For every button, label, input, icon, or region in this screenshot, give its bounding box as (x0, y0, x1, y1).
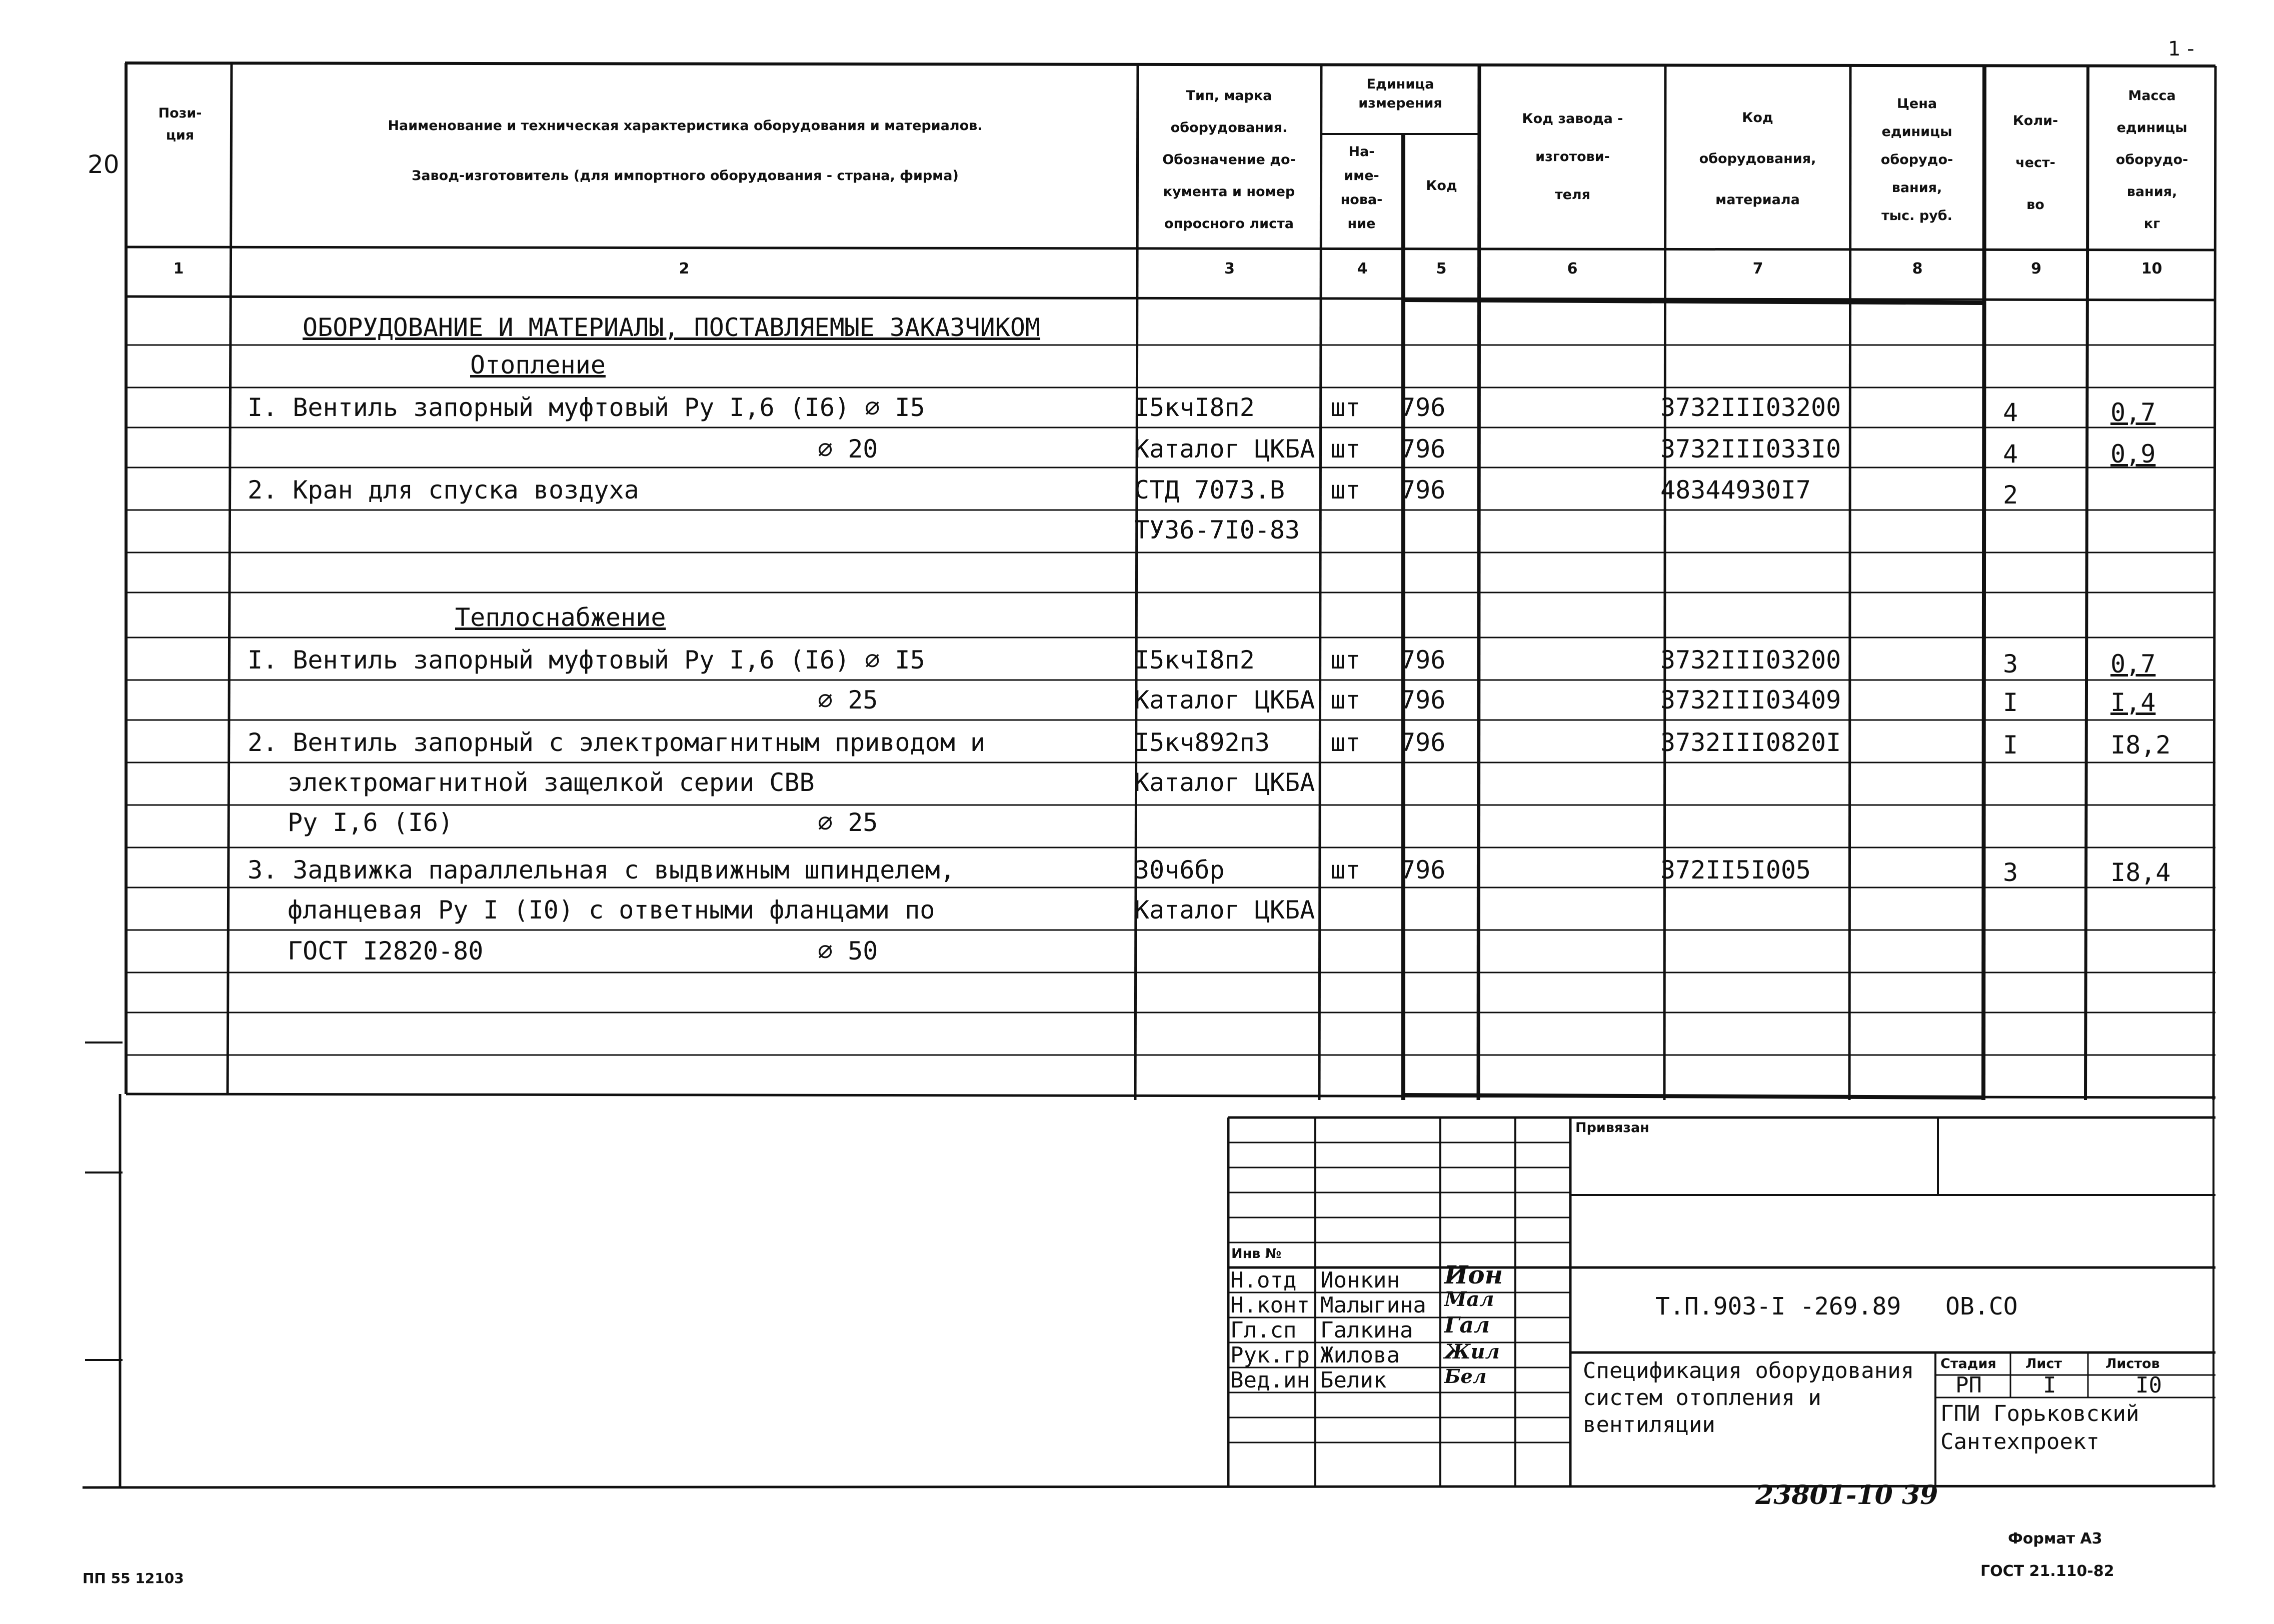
table-row-qty: 4 (2003, 398, 2018, 427)
table-row-mass: 0,7 (2110, 398, 2156, 427)
staff-role: Гл.сп (1230, 1318, 1297, 1343)
staff-role: Рук.гр (1230, 1342, 1310, 1368)
format-label: Формат А3 (2008, 1530, 2102, 1548)
table-row-mass: 0,7 (2110, 650, 2156, 678)
staff-name: Малыгина (1320, 1292, 1426, 1318)
table-row-ucode: 796 (1400, 646, 1446, 674)
staff-signature: Мал (1444, 1288, 1494, 1311)
table-row-name: ⌀ 25 (818, 686, 878, 714)
gost-label: ГОСТ 21.110-82 (1980, 1562, 2114, 1580)
table-row-name: 2. Кран для спуска воздуха (248, 476, 639, 504)
col-number-9: 9 (2031, 260, 2041, 278)
table-row-unit: шт (1330, 856, 1361, 884)
header-unit: Единица измерения (1358, 76, 1442, 111)
header-price: Цена единицы оборудо- вания, тыс. руб. (1880, 96, 1953, 224)
table-row-type: Каталог ЦКБА (1134, 434, 1315, 464)
table-row-name-right: ⌀ 25 (818, 808, 878, 837)
staff-signature: Бел (1444, 1365, 1487, 1388)
table-row-name: 2. Вентиль запорный с электромагнитным приводом и (248, 728, 986, 757)
col-number-8: 8 (1912, 260, 1923, 278)
table-row-type: 30ч6бр (1134, 856, 1225, 884)
table-row-type: ТУ36-7I0-83 (1134, 516, 1300, 544)
privyazan-label: Привязан (1575, 1120, 1649, 1136)
document-mark: ОВ.СО (1945, 1292, 2018, 1320)
header-position: Пози- ция (158, 106, 202, 143)
header-equipment-code: Код оборудования, материала (1699, 110, 1816, 208)
stage-value: РП (1955, 1372, 1982, 1398)
staff-role: Вед.ин (1230, 1368, 1310, 1393)
table-row-ucode: 796 (1400, 728, 1446, 757)
table-row-type: СТД 7073.В (1134, 476, 1285, 504)
table-row-mass: 0,9 (2110, 440, 2156, 468)
document-description: Спецификация оборудования систем отопления и вентиляции (1583, 1358, 1914, 1438)
table-row-qty: I (2003, 730, 2018, 760)
sheet-value: I (2043, 1372, 2056, 1398)
header-type: Тип, марка оборудования. Обозначение до- кумента и номер опросного листа (1162, 88, 1296, 232)
staff-name: Ионкин (1320, 1268, 1400, 1293)
staff-name: Галкина (1320, 1318, 1413, 1343)
sheets-label: Листов (2105, 1356, 2160, 1372)
col-number-5: 5 (1436, 260, 1447, 278)
staff-name: Жилова (1320, 1342, 1400, 1368)
table-row-qty: 3 (2003, 650, 2018, 678)
table-row-type: I5кч892п3 (1134, 728, 1270, 757)
table-row-type: Каталог ЦКБА (1134, 768, 1315, 797)
header-name-line2: Завод-изготовитель (для импортного оборудования - страна, фирма) (412, 168, 959, 184)
col-number-4: 4 (1357, 260, 1368, 278)
table-row-unit: шт (1330, 728, 1361, 757)
top-right-mark: 1 - (2168, 38, 2194, 60)
table-row-type: Каталог ЦКБА (1134, 896, 1315, 924)
table-row-name: 3. Задвижка параллельная с выдвижным шпинделем, (248, 856, 955, 884)
table-row-unit: шт (1330, 434, 1361, 464)
table-row-name: I. Вентиль запорный муфтовый Ру I,6 (I6) ⌀ I5 (248, 646, 925, 674)
table-row-code: 48344930I7 (1660, 476, 1811, 504)
print-mark: ПП 55 12103 (83, 1570, 184, 1586)
header-name-line1: Наименование и техническая характеристика оборудования и материалов. (388, 118, 983, 134)
table-row-name-right: ⌀ 50 (818, 936, 878, 966)
table-row-code: 3732III03200 (1660, 646, 1841, 674)
table-row-name: Ру I,6 (I6) (288, 808, 454, 837)
table-row-qty: 3 (2003, 858, 2018, 887)
section-title: ОБОРУДОВАНИЕ И МАТЕРИАЛЫ, ПОСТАВЛЯЕМЫЕ ЗАКАЗЧИКОМ (303, 313, 1041, 342)
table-row-mass: I8,4 (2110, 858, 2171, 887)
col-number-10: 10 (2141, 260, 2162, 278)
table-row-unit: шт (1330, 686, 1361, 714)
table-row-ucode: 796 (1400, 856, 1446, 884)
subsection-heat-supply: Теплоснабжение (455, 603, 666, 632)
table-row-code: 3732III03409 (1660, 686, 1841, 714)
table-row-unit: шт (1330, 393, 1361, 422)
table-row-name: ⌀ 20 (818, 434, 878, 464)
staff-signature: Жил (1444, 1340, 1500, 1364)
subsection-heating: Отопление (470, 350, 606, 380)
sheets-value: I0 (2135, 1372, 2162, 1398)
table-row-unit: шт (1330, 476, 1361, 504)
table-row-code: 3732III0820I (1660, 728, 1841, 757)
archive-number: 23801-10 39 (1755, 1480, 1938, 1510)
header-unit-name: На- име- нова- ние (1340, 144, 1383, 232)
table-row-name: ГОСТ I2820-80 (288, 936, 484, 966)
table-row-ucode: 796 (1400, 393, 1446, 422)
col-number-3: 3 (1224, 260, 1235, 278)
table-row-qty: 4 (2003, 440, 2018, 468)
header-manufacturer-code: Код завода - изготови- теля (1522, 111, 1623, 202)
table-row-type: I5кчI8п2 (1134, 393, 1255, 422)
document-code: Т.П.903-I -269.89 (1655, 1292, 1901, 1320)
table-row-type: Каталог ЦКБА (1134, 686, 1315, 714)
staff-signature: Ион (1444, 1260, 1503, 1290)
table-row-name: электромагнитной защелкой серии СВВ (288, 768, 815, 797)
table-row-name: фланцевая Ру I (I0) с ответными фланцами по (288, 896, 935, 924)
header-mass: Масса единицы оборудо- вания, кг (2115, 88, 2188, 232)
staff-role: Н.отд (1230, 1268, 1297, 1293)
col-number-6: 6 (1567, 260, 1578, 278)
header-quantity: Коли- чест- во (2012, 113, 2058, 212)
table-row-unit: шт (1330, 646, 1361, 674)
table-row-name: I. Вентиль запорный муфтовый Ру I,6 (I6) ⌀ I5 (248, 393, 925, 422)
table-row-mass: I8,2 (2110, 730, 2171, 760)
table-row-ucode: 796 (1400, 434, 1446, 464)
table-row-mass: I,4 (2110, 688, 2156, 717)
col-number-7: 7 (1752, 260, 1763, 278)
left-margin-mark: 20 (88, 150, 120, 179)
table-row-qty: 2 (2003, 480, 2018, 510)
table-row-code: 3732III03200 (1660, 393, 1841, 422)
table-row-type: I5кчI8п2 (1134, 646, 1255, 674)
staff-role: Н.конт (1230, 1292, 1310, 1318)
staff-name: Белик (1320, 1368, 1387, 1393)
col-number-1: 1 (173, 260, 184, 278)
table-row-ucode: 796 (1400, 476, 1446, 504)
table-row-code: 372II5I005 (1660, 856, 1811, 884)
table-row-code: 3732III033I0 (1660, 434, 1841, 464)
table-row-ucode: 796 (1400, 686, 1446, 714)
header-unit-code: Код (1426, 178, 1457, 194)
organization: ГПИ Горьковский Сантехпроект (1940, 1401, 2139, 1454)
stage-label: Стадия (1940, 1356, 1996, 1372)
staff-signature: Гал (1444, 1312, 1490, 1338)
col-number-2: 2 (679, 260, 690, 278)
inv-no-label: Инв № (1231, 1246, 1282, 1262)
sheet-label: Лист (2025, 1356, 2062, 1372)
table-row-qty: I (2003, 688, 2018, 717)
